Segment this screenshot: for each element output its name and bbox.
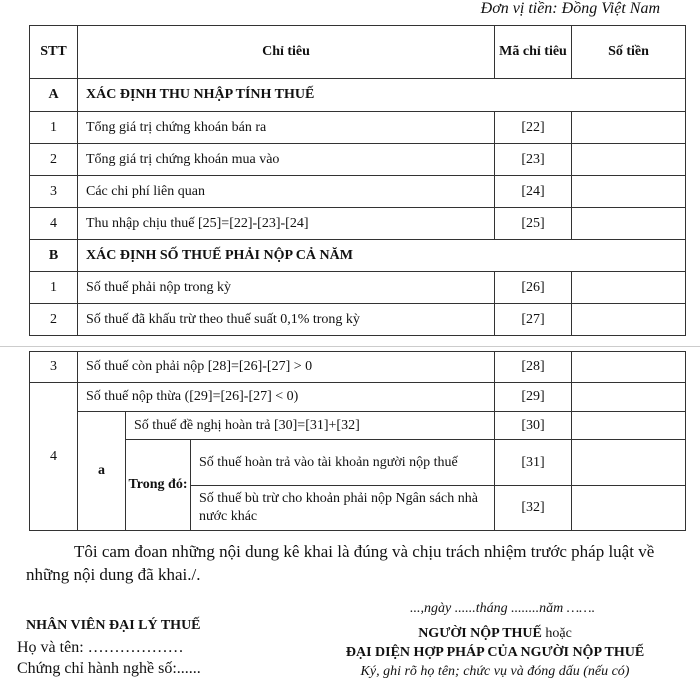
row-stt: 3: [30, 176, 78, 208]
row-code: [31]: [495, 440, 572, 486]
row-code: [23]: [495, 144, 572, 176]
row-code: [29]: [495, 383, 572, 412]
row-amount-cell[interactable]: [572, 352, 686, 383]
row-amount-cell[interactable]: [572, 272, 686, 304]
row-desc: Số thuế hoàn trả vào tài khoản người nộp thuế: [191, 440, 495, 486]
col-chi-tieu: Chỉ tiêu: [78, 26, 495, 79]
payer-title-or: hoặc: [541, 626, 572, 641]
section-a-row: [30, 79, 686, 112]
table-row: [30, 272, 686, 304]
trong-do-label: Trong đó:: [126, 440, 191, 531]
section-b-title: XÁC ĐỊNH SỐ THUẾ PHẢI NỘP CẢ NĂM: [78, 240, 686, 272]
table-row: [30, 304, 686, 336]
table-header-row: [30, 26, 686, 79]
row-desc: Số thuế đề nghị hoàn trả [30]=[31]+[32]: [126, 412, 495, 440]
tax-table-part-2: [29, 351, 686, 531]
row-desc: Thu nhập chịu thuế [25]=[22]-[23]-[24]: [78, 208, 495, 240]
table-row: [30, 144, 686, 176]
row-amount-cell[interactable]: [572, 208, 686, 240]
row-desc: Các chi phí liên quan: [78, 176, 495, 208]
payer-title: [310, 626, 680, 642]
row-amount-cell[interactable]: [572, 176, 686, 208]
col-ma-chi-tieu: Mã chỉ tiêu: [495, 26, 572, 79]
table-row: [30, 176, 686, 208]
payer-sign-note: Ký, ghi rõ họ tên; chức vụ và đóng dấu (nếu có): [360, 664, 630, 679]
row-sub-label: a: [78, 412, 126, 531]
row-stt: 1: [30, 272, 78, 304]
table-row: [30, 208, 686, 240]
table-row: [30, 352, 686, 383]
payer-representative-title: ĐẠI DIỆN HỢP PHÁP CỦA NGƯỜI NỘP THUẾ: [345, 645, 645, 660]
row-amount-cell[interactable]: [572, 112, 686, 144]
row-desc: Số thuế phải nộp trong kỳ: [78, 272, 495, 304]
date-line: ...,ngày ......tháng ........năm …….: [410, 601, 596, 616]
row-code: [25]: [495, 208, 572, 240]
row-code: [26]: [495, 272, 572, 304]
col-so-tien: Số tiền: [572, 26, 686, 79]
page-break-divider: [0, 346, 700, 347]
row-code: [30]: [495, 412, 572, 440]
row-stt: 2: [30, 144, 78, 176]
table-row: [30, 383, 686, 412]
row-amount-cell[interactable]: [572, 440, 686, 486]
row-amount-cell[interactable]: [572, 383, 686, 412]
section-b-label: B: [30, 240, 78, 272]
row-stt: 4: [30, 383, 78, 531]
section-b-row: [30, 240, 686, 272]
section-a-title: XÁC ĐỊNH THU NHẬP TÍNH THUẾ: [78, 79, 686, 112]
row-desc: Tổng giá trị chứng khoán bán ra: [78, 112, 495, 144]
row-desc: Số thuế còn phải nộp [28]=[26]-[27] > 0: [78, 352, 495, 383]
row-stt: 4: [30, 208, 78, 240]
row-desc: Số thuế nộp thừa ([29]=[26]-[27] < 0): [78, 383, 495, 412]
row-stt: 3: [30, 352, 78, 383]
section-a-label: A: [30, 79, 78, 112]
row-amount-cell[interactable]: [572, 412, 686, 440]
row-desc: Số thuế bù trừ cho khoản phải nộp Ngân sách nhà nước khác: [191, 486, 495, 531]
row-code: [22]: [495, 112, 572, 144]
row-stt: 1: [30, 112, 78, 144]
currency-note: Đơn vị tiền: Đồng Việt Nam: [480, 0, 660, 17]
declaration-statement: Tôi cam đoan những nội dung kê khai là đúng và chịu trách nhiệm trước pháp luật về những nội dung đã khai./.: [26, 542, 655, 584]
payer-title-main: NGƯỜI NỘP THUẾ: [418, 626, 542, 641]
row-code: [32]: [495, 486, 572, 531]
row-amount-cell[interactable]: [572, 304, 686, 336]
row-amount-cell[interactable]: [572, 486, 686, 531]
row-code: [27]: [495, 304, 572, 336]
row-stt: 2: [30, 304, 78, 336]
table-row: [30, 112, 686, 144]
table-row: [30, 412, 686, 440]
col-stt: STT: [30, 26, 78, 79]
row-code: [28]: [495, 352, 572, 383]
row-amount-cell[interactable]: [572, 144, 686, 176]
row-code: [24]: [495, 176, 572, 208]
agent-cert-line: Chứng chỉ hành nghề số:......: [17, 660, 201, 677]
agent-title: NHÂN VIÊN ĐẠI LÝ THUẾ: [26, 618, 201, 633]
agent-name-line: Họ và tên: ………………: [17, 639, 184, 656]
tax-table-part-1: [29, 25, 686, 336]
row-desc: Tổng giá trị chứng khoán mua vào: [78, 144, 495, 176]
row-desc: Số thuế đã khấu trừ theo thuế suất 0,1% trong kỳ: [78, 304, 495, 336]
table-row: [30, 440, 686, 486]
